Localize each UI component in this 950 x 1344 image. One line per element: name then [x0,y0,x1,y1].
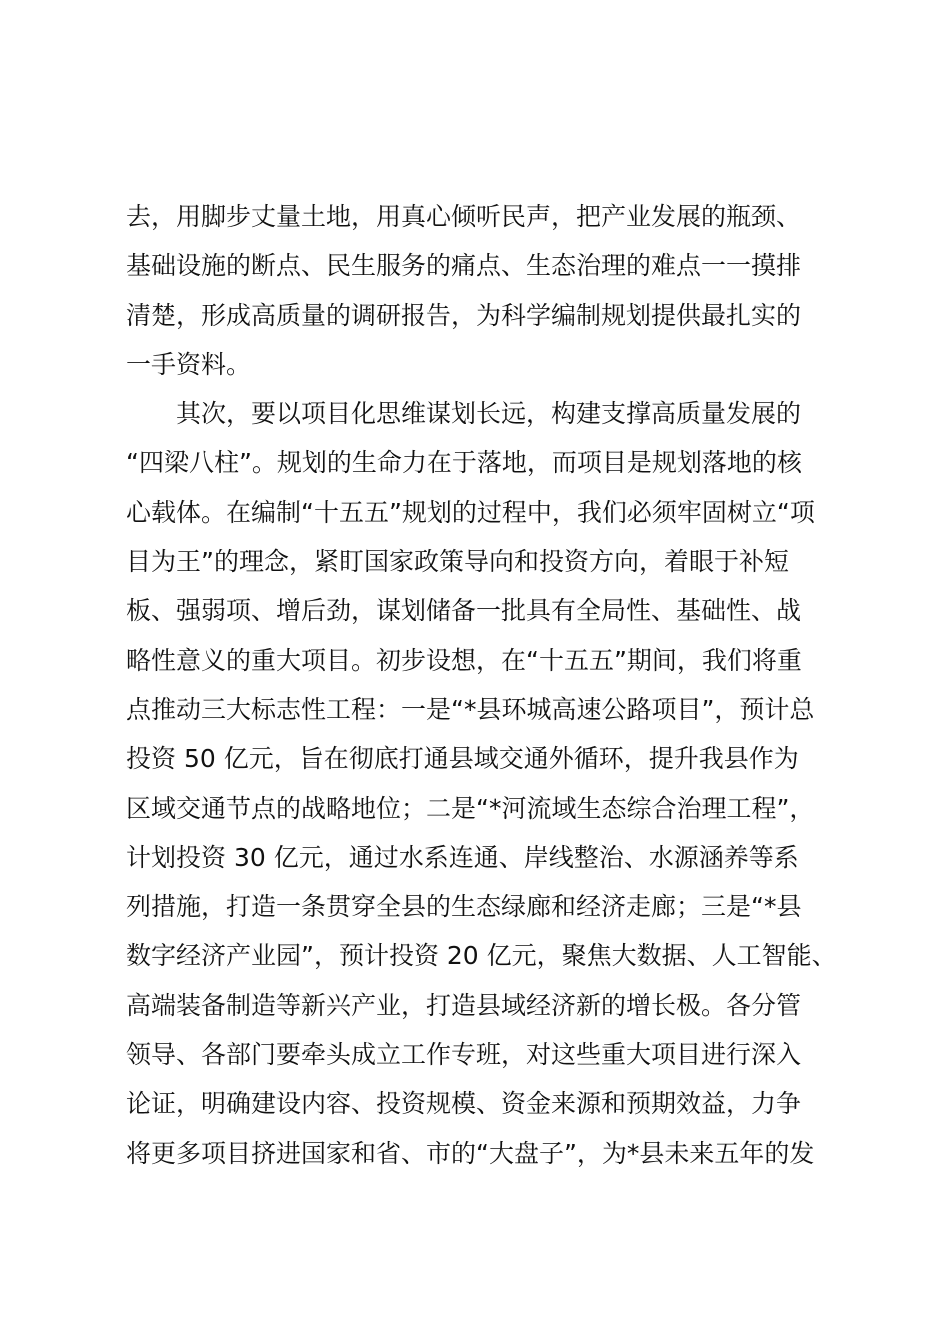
text-line: 心载体。在编制“十五五”规划的过程中，我们必须牢固树立“项 [126,497,815,527]
paragraph-start-line: 其次，要以项目化思维谋划长远，构建支撑高质量发展的 [176,399,802,429]
text-line: 基础设施的断点、民生服务的痛点、生态治理的难点一一摸排 [126,251,802,281]
text-line: “四梁八柱”。规划的生命力在于落地，而项目是规划落地的核 [126,448,802,478]
text-line: 板、强弱项、增后劲，谋划储备一批具有全局性、基础性、战 [126,596,802,626]
text-line: 数字经济产业园”，预计投资 20 亿元，聚焦大数据、人工智能、 [126,941,837,971]
body-text [126,192,837,1178]
text-line: 略性意义的重大项目。初步设想，在“十五五”期间，我们将重 [126,645,802,675]
text-line: 投资 50 亿元，旨在彻底打通县域交通外循环，提升我县作为 [126,744,799,774]
text-line: 清楚，形成高质量的调研报告，为科学编制规划提供最扎实的 [126,300,802,330]
text-line: 论证，明确建设内容、投资规模、资金来源和预期效益，力争 [126,1089,802,1119]
text-line: 一手资料。 [126,349,252,379]
text-line: 区域交通节点的战略地位；二是“*河流域生态综合治理工程”， [126,793,815,823]
text-line: 点推动三大标志性工程：一是“*县环城高速公路项目”，预计总 [126,694,815,724]
text-line: 列措施，打造一条贯穿全县的生态绿廊和经济走廊；三是“*县 [126,892,802,922]
text-line: 目为王”的理念，紧盯国家政策导向和投资方向，着眼于补短 [126,547,789,577]
text-line: 高端装备制造等新兴产业，打造县域经济新的增长极。各分管 [126,990,802,1020]
text-line: 将更多项目挤进国家和省、市的“大盘子”，为*县未来五年的发 [126,1138,815,1168]
text-line: 去，用脚步丈量土地，用真心倾听民声，把产业发展的瓶颈、 [126,202,802,231]
text-line: 计划投资 30 亿元，通过水系连通、岸线整治、水源涵养等系 [126,842,799,872]
text-line: 领导、各部门要牵头成立工作专班，对这些重大项目进行深入 [126,1040,802,1070]
